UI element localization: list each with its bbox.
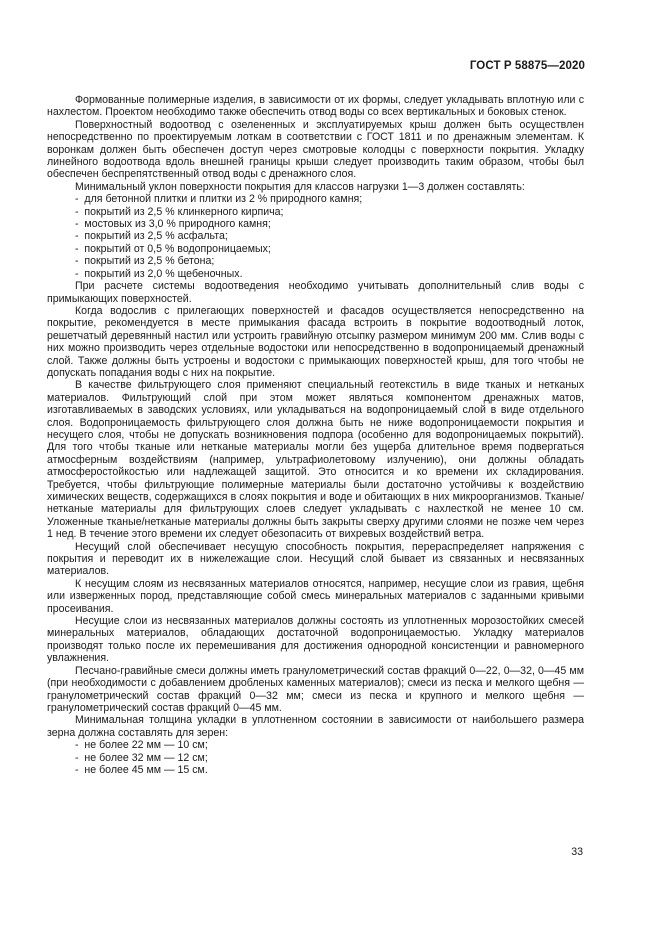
- bullet-list: [47, 193, 584, 280]
- page-number: 33: [571, 846, 583, 858]
- list-item: - не более 32 мм — 12 см;: [47, 752, 584, 764]
- list-item: - покрытий из 2,5 % клинкерного кирпича;: [47, 206, 584, 218]
- paragraph: Несущие слои из несвязанных материалов должны состоять из уплотненных морозостойких смесей минеральных материалов, обладающих достаточной водопроницаемостью. Укладку материалов производят только после их перемешивания для достижения однородной консистенции и равномерного увлажнения.: [47, 615, 584, 665]
- list-item: - не более 45 мм — 15 см.: [47, 764, 584, 776]
- paragraph: Минимальная толщина укладки в уплотненном состоянии в зависимости от наибольшего размера зерна должна составлять для зерен:: [47, 714, 584, 739]
- paragraph: Песчано-гравийные смеси должны иметь гранулометрический состав фракций 0—22, 0—32, 0—45 мм (при необходимости с добавлением дробленых каменных материалов); смеси из песка и мелкого щебня — гранулометрический состав фракций 0—32 мм; смеси из песка и крупного и мелкого щебня — гранулометрический состав фракций 0—45 мм.: [47, 664, 584, 714]
- bullet-list: [47, 739, 584, 776]
- list-item: - мостовых из 3,0 % природного камня;: [47, 218, 584, 230]
- paragraph: Минимальный уклон поверхности покрытия для классов нагрузки 1—3 должен составлять:: [75, 180, 525, 193]
- paragraph: Когда водослив с прилегающих поверхностей и фасадов осуществляется непосредственно на покрытие, рекомендуется в месте примыкания фасада встроить в покрытие водоотводный лоток, решетчатый деревянный настил или устроить гравийную отсыпку размером минимум 200 мм. Слив воды с них можно производить через отдельные водостоки или непосредственно в водопроницаемый дренажный слой. Также должны быть устроены и водостоки с примыкающих поверхностей крыш, для того чтобы не допускать попадания воды с них на покрытие.: [47, 304, 584, 379]
- list-item: - покрытий из 2,0 % щебеночных.: [47, 268, 584, 280]
- list-item: - покрытий из 2,5 % бетона;: [47, 255, 584, 267]
- paragraph: Поверхностный водоотвод с озелененных и эксплуатируемых крыш должен быть осуществлен непосредственно по проектируемым лоткам в соответствии с ГОСТ 1811 и по дренажным элементам. К воронкам должен быть обеспечен доступ через смотровые колодцы с поверхности покрытия. Укладку линейного водоотвода вдоль внешней границы крыши следует производить таким образом, чтобы был обеспечен беспрепятственный отвод воды с дренажного слоя.: [47, 118, 584, 181]
- paragraph: К несущим слоям из несвязанных материалов относятся, например, несущие слои из гравия, щебня или изверженных пород, представляющие собой смесь минеральных материалов с заданными кривыми просеивания.: [47, 577, 584, 615]
- paragraph: Несущий слой обеспечивает несущую способность покрытия, перераспределяет напряжения с покрытия и переводит их в нижележащие слои. Несущий слой бывает из связанных и несвязанных материалов.: [47, 540, 584, 578]
- paragraph: Формованные полимерные изделия, в зависимости от их формы, следует укладывать вплотную или с нахлестом. Проектом необходимо также обеспечить отвод воды со всех вертикальных и боковых стенок.: [47, 94, 584, 119]
- paragraph: В качестве фильтрующего слоя применяют специальный геотекстиль в виде тканых и нетканых материалов. Фильтрующий слой при этом может являться компонентом дренажных матов, изготавливаемых в заводских условиях, или укладываться на водопроницаемый слой в виде отдельного слоя. Водопроницаемость фильтрующего слоя должна быть не ниже водопроницаемости покрытия и несущего слоя, чтобы не допускать возникновения подпора (особенно для водопроницаемых покрытий). Для того чтобы тканые или нетканые материалы могли без ущерба длительное время подвергаться атмосферным воздействиям (например, ультрафиолетовому излучению), они должны обладать атмосферостойкостью или надлежащей защитой. Это относится и ко времени их складирования. Требуется, чтобы фильтрующие полимерные материалы были достаточно устойчивы к воздействию химических веществ, содержащихся в слоях покрытия и воде и обитающих в них микроорганизмов. Тканые/нетканые материалы для фильтрующих слоев следует укладывать с нахлесткой не менее 10 см. Уложенные тканые/нетканые материалы должны быть закрыты сверху другими слоями не позже чем через 1 нед. В течение этого времени их следует обезопасить от вихревых воздействий ветра.: [47, 379, 584, 541]
- document-header: ГОСТ Р 58875—2020: [469, 60, 585, 72]
- list-item: - покрытий из 2,5 % асфальта;: [47, 230, 584, 242]
- list-item: - для бетонной плитки и плитки из 2 % природного камня;: [47, 193, 584, 205]
- list-item: - не более 22 мм — 10 см;: [47, 739, 584, 751]
- document-body: [47, 94, 584, 776]
- paragraph: При расчете системы водоотведения необходимо учитывать дополнительный слив воды с примыкающих поверхностей.: [47, 280, 584, 305]
- list-item: - покрытий от 0,5 % водопроницаемых;: [47, 243, 584, 255]
